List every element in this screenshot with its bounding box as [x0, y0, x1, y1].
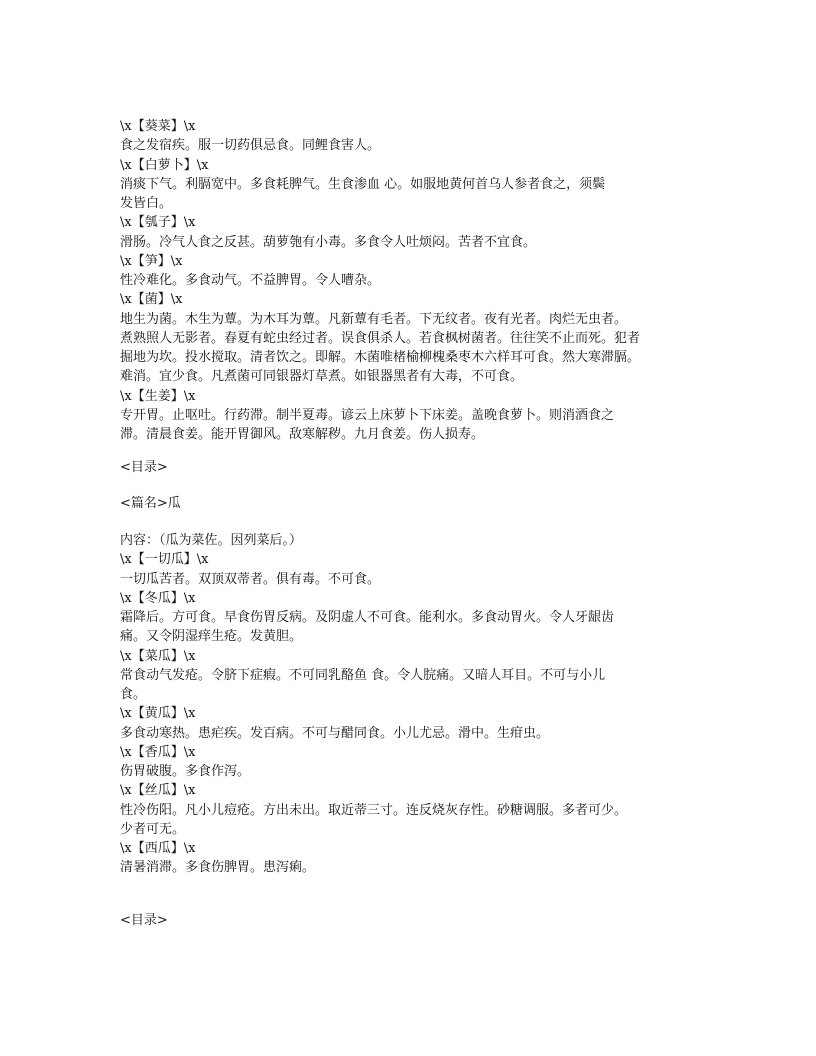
entry-text: 伤胃破腹。多食作泻。 — [120, 764, 251, 779]
entry-text: 煮熟照人无影者。春夏有蛇虫经过者。误食俱杀人。若食枫树菌者。往往笑不止而死。犯者 — [120, 330, 641, 346]
entry-text: 少者可无。 — [120, 821, 186, 837]
entry-text: 痛。又令阴湿痒生疮。发黄胆。 — [120, 629, 303, 645]
entry-text: 内容：（瓜为菜佐。因列菜后。） — [120, 533, 303, 548]
entry-heading: \x【葵菜】\x — [120, 119, 196, 134]
entry-heading: \x【生姜】\x — [120, 388, 196, 404]
toc-link-text[interactable]: <目录> — [120, 460, 168, 475]
section-vegetables — [120, 117, 710, 444]
toc-link-text[interactable]: <目录> — [120, 913, 168, 928]
entry-text: 发皆白。 — [120, 196, 173, 211]
entry-text: 地生为菌。木生为蕈。为木耳为蕈。凡新蕈有毛者。下无纹者。夜有光者。肉烂无虫者。 — [120, 311, 628, 327]
entry-text: 消痰下气。利膈宽中。多食耗脾气。生食渗血 心。如服地黄何首乌人参者食之，须鬓 — [120, 176, 606, 192]
entry-text: 清暑消滞。多食伤脾胃。患泻痢。 — [120, 860, 316, 876]
entry-heading: \x【白萝卜】\x — [120, 157, 209, 173]
entry-text: 滞。清晨食姜。能开胃御风。敌寒解秽。九月食姜。伤人损寿。 — [120, 427, 485, 442]
entry-text: 掘地为坎。投水搅取。清者饮之。即解。木菌唯楮榆柳槐桑枣木六样耳可食。然大寒滞膈。 — [120, 350, 641, 365]
entry-heading: \x【笋】\x — [120, 253, 183, 269]
section-melons — [120, 531, 710, 878]
entry-heading: \x【菌】\x — [120, 292, 183, 308]
toc-link[interactable] — [120, 458, 710, 477]
entry-text: 一切瓜苦者。双顶双蒂者。俱有毒。不可食。 — [120, 571, 381, 587]
chapter-title: <篇名>瓜 — [120, 496, 181, 511]
entry-text: 多食动寒热。患疟疾。发百病。不可与醋同食。小儿尤忌。滑中。生疳虫。 — [120, 725, 550, 741]
entry-heading: \x【香瓜】\x — [120, 744, 196, 760]
entry-heading: \x【冬瓜】\x — [120, 590, 196, 606]
entry-text: 霜降后。方可食。早食伤胃反病。及阴虚人不可食。能利水。多食动胃火。令人牙龈齿 — [120, 610, 615, 625]
entry-heading: \x【西瓜】\x — [120, 841, 196, 856]
entry-text: 食之发宿疾。服一切药俱忌食。同鲤食害人。 — [120, 138, 381, 154]
entry-heading: \x【瓠子】\x — [120, 215, 196, 231]
entry-heading: \x【黄瓜】\x — [120, 706, 196, 722]
entry-text: 常食动气发疮。令脐下症瘕。不可同乳酪鱼 食。令人脘痛。又暗人耳目。不可与小儿 — [120, 667, 606, 683]
entry-heading: \x【一切瓜】\x — [120, 552, 209, 568]
entry-text: 性冷伤阳。凡小儿痘疮。方出未出。取近蒂三寸。连反烧灰存性。砂糖调服。多者可少。 — [120, 802, 628, 818]
entry-text: 难消。宜少食。凡煮菌可同银器灯草煮。如银器黑者有大毒，不可食。 — [120, 369, 524, 385]
chapter-heading — [120, 494, 710, 513]
entry-heading: \x【菜瓜】\x — [120, 648, 196, 664]
entry-text: 性冷难化。多食动气。不益脾胃。令人嘈杂。 — [120, 273, 381, 288]
entry-heading: \x【丝瓜】\x — [120, 783, 196, 799]
entry-text: 滑肠。冷气人食之反甚。葫萝匏有小毒。多食令人吐烦闷。苦者不宜食。 — [120, 234, 537, 250]
entry-text: 专开胃。止呕吐。行药滞。制半夏毒。谚云上床萝卜下床姜。盖晚食萝卜。则消酒食之 — [120, 407, 615, 423]
toc-link-bottom[interactable] — [120, 911, 710, 930]
entry-text: 食。 — [120, 687, 147, 702]
